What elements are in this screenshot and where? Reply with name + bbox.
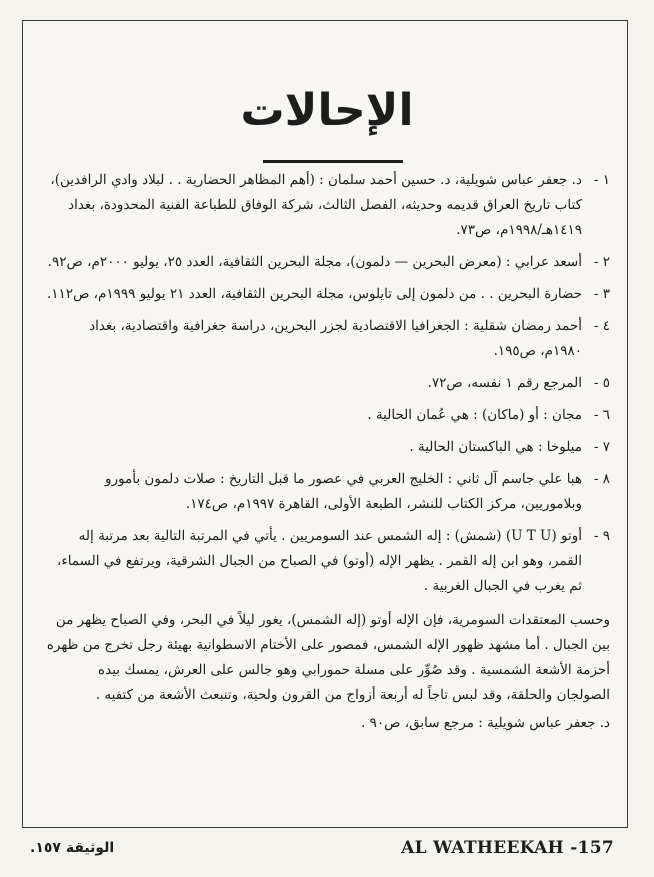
item-text: المرجع رقم ١ نفسه، ص٧٢. (427, 375, 582, 391)
reference-item-5 (44, 371, 610, 396)
item-number: ٢ - (593, 254, 610, 270)
item-text: د. جعفر عباس شويلية، د. حسين أحمد سلمان : (أهم المظاهر الحضارية . . لبلاد وادي الرافدين)، كتاب تاريخ العراق قديمه وحديثه، الفصل الثالث، شركة الوفاق للطباعة الفنية المحدودة، بغداد ١٤١٩هـ/١٩٩٨م، ص٧٣. (50, 172, 582, 238)
item-number: ٩ - (593, 528, 610, 544)
reference-item-8 (44, 467, 610, 517)
item-number: ١ - (593, 172, 610, 188)
reference-item-3 (44, 282, 610, 307)
item-text: حضارة البحرين . . من دلمون إلى تايلوس، مجلة البحرين الثقافية، العدد ٢١ يوليو ١٩٩٩م، ص١١٢. (47, 286, 582, 302)
source-reference: د. جعفر عباس شويلية : مرجع سابق، ص٩٠ . (360, 715, 610, 731)
item-number: ٧ - (593, 439, 610, 455)
footer-arabic-page-label: الوثيقة ١٥٧. (30, 840, 115, 856)
reference-item-7 (44, 435, 610, 460)
item-text: أحمد رمضان شقلية : الجغرافيا الاقتصادية لجزر البحرين، دراسة جغرافية واقتصادية، بغداد ١٩٨٠م، ص١٩٥. (89, 318, 582, 359)
page-title: الإحالات (240, 85, 414, 136)
item-text: أوتو (U T U) (شمش) : إله الشمس عند السومريين . يأتي في المرتبة التالية بعد مرتبة إله القمر، وهو ابن إله القمر . يظهر الإله (أوتو) في الصباح من الجبال الشرقية، ويرتفع في السماء، ثم يغرب في الجبال الغربية . (56, 528, 582, 594)
item-text: أسعد عرابي : (معرض البحرين — دلمون)، مجلة البحرين الثقافية، العدد ٢٥، يوليو ٢٠٠٠م، ص٩٢. (47, 254, 582, 270)
reference-item-2 (44, 250, 610, 275)
item-text: مجان : أو (ماكان) : هي عُمان الحالية . (367, 407, 582, 423)
item-text: هبا علي جاسم آل ثاني : الخليج العربي في عصور ما قبل التاريخ : صلات دلمون بأمورو وبلاموريين، مركز الكتاب للنشر، الطبعة الأولى، القاهرة ١٩٩٧م، ص١٧٤. (105, 471, 582, 512)
footer-english-page-label: AL WATHEEKAH -157 (401, 838, 614, 858)
reference-item-1 (44, 168, 610, 243)
item-number: ٣ - (593, 286, 610, 302)
item-number: ٤ - (593, 318, 610, 334)
item-number: ٥ - (593, 375, 610, 391)
title-underline (263, 160, 403, 163)
reference-item-6 (44, 403, 610, 428)
reference-item-9 (44, 524, 610, 599)
explanatory-paragraph: وحسب المعتقدات السومرية، فإن الإله أوتو (إله الشمس)، يغور ليلاً في البحر، وفي الصباح يظهر من بين الجبال . أما مشهد ظهور الإله الشمس، فمصور على الأختام الاسطوانية بهيئة رجل تخرج من ظهره أحزمة الأشعة الشمسية . وقد صُوِّر على مسلة حمورابي وهو جالس على العرش، يمسك بيده الصولجان والحلقة، وقد لبس تاجاً له أربعة أزواج من القرون ولحية، وتنبعث الأشعة من كتفيه . (46, 612, 610, 703)
reference-item-4 (44, 314, 610, 364)
item-number: ٦ - (593, 407, 610, 423)
item-text: ميلوخا : هي الباكستان الحالية . (409, 439, 582, 455)
references-list (44, 168, 610, 736)
item-number: ٨ - (593, 471, 610, 487)
